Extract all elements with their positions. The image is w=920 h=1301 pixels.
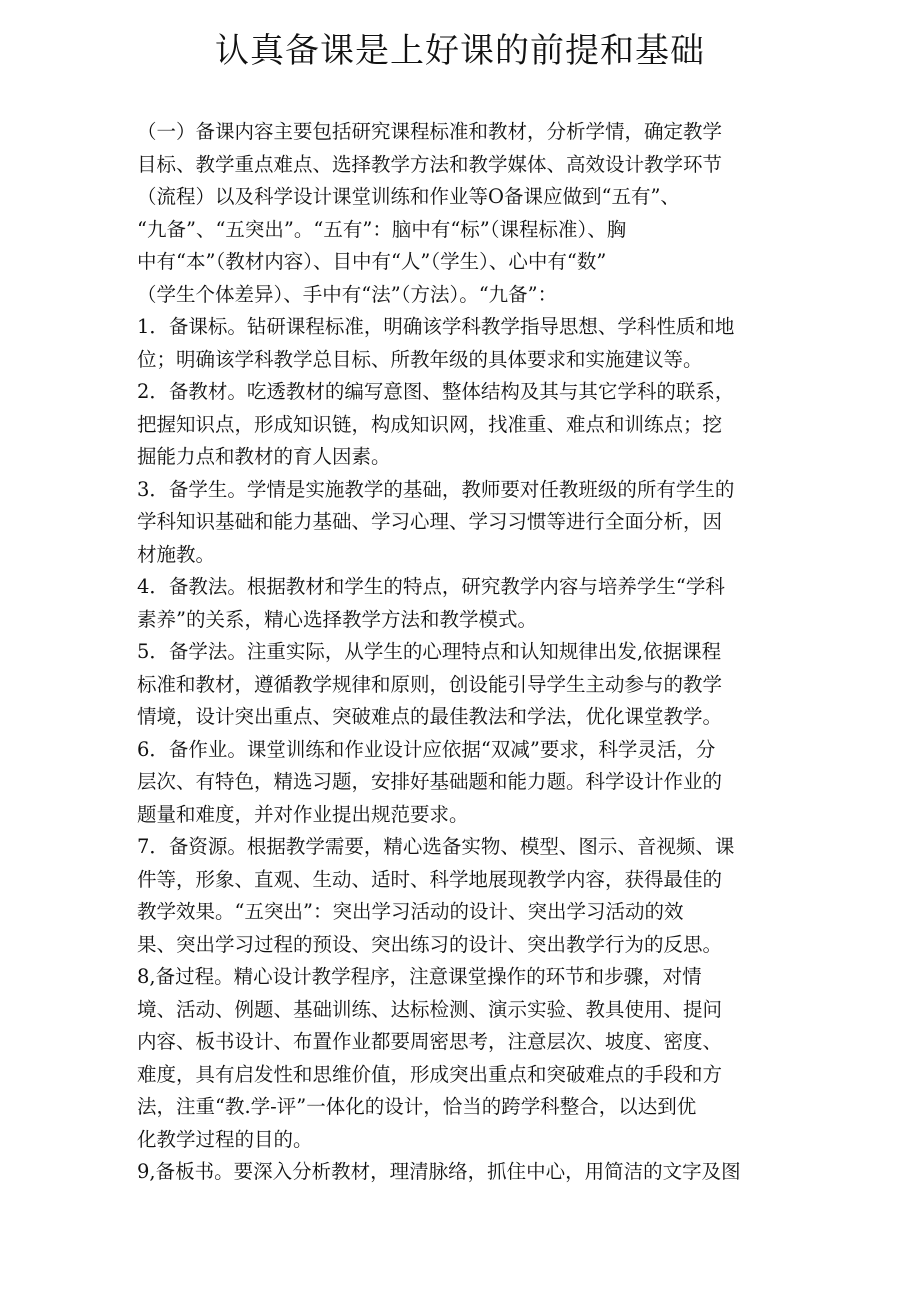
list-item-line: 7．备资源。根据教学需要，精心选备实物、模型、图示、音视频、课 xyxy=(137,835,735,858)
text-line: 题量和难度，并对作业提出规范要求。 xyxy=(137,802,469,826)
text-line: 化教学过程的目的。 xyxy=(137,1127,313,1151)
text-line: 教学效果。“五突出”：突出学习活动的设计、突出学习活动的效 xyxy=(137,900,684,923)
text-line: 掘能力点和教材的育人因素。 xyxy=(137,445,391,468)
document-title: 认真备课是上好课的前提和基础 xyxy=(215,31,705,71)
list-item-line: 1．备课标。钻研课程标准，明确该学科教学指导思想、学科性质和地 xyxy=(137,315,735,338)
text-line: 情境，设计突出重点、突破难点的最佳教法和学法，优化课堂教学。 xyxy=(137,705,723,728)
text-line: 学科知识基础和能力基础、学习心理、学习习惯等进行全面分析，因 xyxy=(137,510,723,533)
text-line: 把握知识点，形成知识链，构成知识网，找准重、难点和训练点；挖 xyxy=(137,412,723,436)
list-item-line: 8,备过程。精心设计教学程序，注意课堂操作的环节和步骤，对情 xyxy=(137,965,702,988)
text-line: 层次、有特色，精选习题，安排好基础题和能力题。科学设计作业的 xyxy=(137,770,723,793)
text-line: “九备”、“五突出”。“五有”：脑中有“标”（课程标准）、胸 xyxy=(137,217,627,241)
list-item-line: 9,备板书。要深入分析教材，理清脉络，抓住中心，用简洁的文字及图 xyxy=(137,1160,741,1183)
text-line: 法，注重“教.学-评”一体化的设计，恰当的跨学科整合，以达到优 xyxy=(137,1095,697,1118)
text-line: （一）备课内容主要包括研究课程标准和教材，分析学情，确定教学 xyxy=(137,120,723,143)
text-line: 素养”的关系，精心选择教学方法和教学模式。 xyxy=(137,607,537,631)
text-line: （流程）以及科学设计课堂训练和作业等O备课应做到“五有”、 xyxy=(137,185,680,208)
text-line: 件等，形象、直观、生动、适时、科学地展现教学内容，获得最佳的 xyxy=(137,867,723,891)
list-item-line: 6．备作业。课堂训练和作业设计应依据“双减”要求，科学灵活，分 xyxy=(137,737,716,761)
text-line: 中有“本”（教材内容）、目中有“人”（学生）、心中有“数” xyxy=(137,250,607,273)
text-line: 果、突出学习过程的预设、突出练习的设计、突出教学行为的反思。 xyxy=(137,932,723,956)
list-item-line: 2．备教材。吃透教材的编写意图、整体结构及其与其它学科的联系， xyxy=(137,380,735,403)
text-line: 材施教。 xyxy=(137,542,216,566)
text-line: （学生个体差异）、手中有“法”（方法）。“九备”： xyxy=(137,282,558,306)
text-line: 境、活动、例题、基础训练、达标检测、演示实验、教具使用、提问 xyxy=(137,997,723,1021)
list-item-line: 4．备教法。根据教材和学生的特点，研究教学内容与培养学生“学科 xyxy=(137,575,725,598)
document-body xyxy=(137,116,812,1189)
text-line: 内容、板书设计、布置作业都要周密思考，注意层次、坡度、密度、 xyxy=(137,1030,723,1053)
text-line: 难度，具有启发性和思维价值，形成突出重点和突破难点的手段和方 xyxy=(137,1062,723,1086)
list-item-line: 5．备学法。注重实际，从学生的心理特点和认知规律出发,依据课程 xyxy=(137,640,722,663)
text-line: 位；明确该学科教学总目标、所教年级的具体要求和实施建议等。 xyxy=(137,347,703,371)
list-item-line: 3．备学生。学情是实施教学的基础，教师要对任教班级的所有学生的 xyxy=(137,477,735,501)
text-line: 目标、教学重点难点、选择教学方法和教学媒体、高效设计教学环节 xyxy=(137,152,723,176)
text-line: 标准和教材，遵循教学规律和原则，创设能引导学生主动参与的教学 xyxy=(137,672,723,696)
